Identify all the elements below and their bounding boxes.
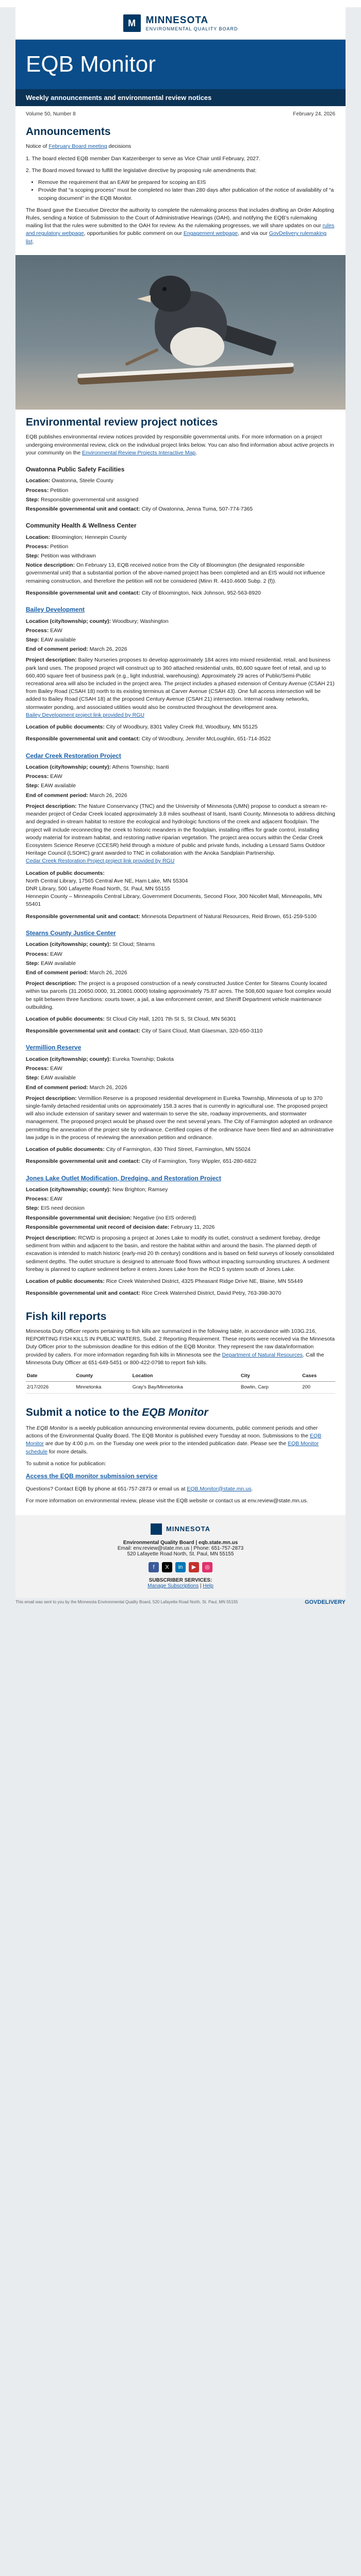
submit-p1: The EQB Monitor is a weekly publication announcing environmental review documents, public comment periods and other actions of the Environmental Quality Board. The EQB Monitor is published every Tuesday at noon. Submissions to the EQB Monitor are due by 4:00 p.m. on the Tuesday one week prior to the intended publication date. Please see the EQB Monitor schedule for more details. [26,1425,321,1455]
content: Announcements Notice of February Board meeting decisions 1. The board elected EQB member Dan Katzenberger to serve as Vice Chair until February, 2027. 2. The Board moved forward to fulfill the legislative directive by proposing rule amendments that: • Remove the requirement that an EAW be prepared for scoping an EIS • Provide that “a scoping process” must be completed no later than 280 days after publication of the notice of availability of “a scoping document” in the EQB Monitor. The Board gave the Executive Director the authority to complete the rulemaking process that includes drafting an Order Adopting Rules, sending a Notice of Submission to the Court of Administrative Hearings (OAH), and notifying the EQB’s rulemaking mailing list that the rules were submitted to the OAH for review. As the rulemaking progresses, we will share updates on our rules and regulatory webpage, opportunities for public comment on our Engagement webpage, and via our GovDelivery rulemaking list. Environmental review project notices EQB publishes environmental review notices provided by responsible governmental units. For more information on a project undergoing environmental review, click on the individual project links below. You can also find information about active projects in your community on the Environmental Review Projects Interactive Map. Owatonna Public Safety Facilities Location: Owatonna, Steele County Process: Petition Step: Responsible governmental unit assigned Responsible governmental unit and contact: City of Owatonna, Jenna Tuma, 507-774-7365 Community Health & Wellness Center Location: Bloomington; Hennepin County Process: Petition Step: Petition was withdrawn Notice description: On February 13, EQB received notice from the City of Bloomington (the designated responsible governmental unit) that a substantial portion of the above-named project has been completed and an EIS would not influence remaining construction, and therefore the petition will not be considered (Minn R. 4410.4600 Subp. 2 (f)). Responsible governmental unit and contact: City of Bloomington, Nick Johnson, 952-563-8920 Bailey Development Location (city/township; county): Woodbury; Washington Process: EAW Step: EAW available End of comment period: March 26, 2026 Project description: Bailey Nurseries proposes to develop approximately 184 acres into mixed residential, retail, and business park land uses. The proposed project will construct up to 360 attached residential units, 80,600 square feet of retail, and up to 660,400 square feet of business park (e.g., light industrial, warehousing). Approximately 29 acres of Public/Semi-Public recreational area will also be included in the project area. The project includes a phased extension of Century Avenue (CSAH 21) from Bailey Road (CSAH 18) north to its existing terminus at Carver Avenue (CSAH 43). One full access intersection will be added to Bailey Road (CSAH 18) at the proposed Century Avenue (CSAH 21) intersection. Internal roadway networks, stormwater ponding, and associated utilities would also be constructed throughout the development area. Bailey Development project link provided by RGU Location of public documents: City of Woodbury, 8301 Valley Creek Rd, Woodbury, MN 55125 Responsible governmental unit and contact: City of Woodbury, Jennifer McLoughlin, 651-714-3522 Cedar Creek Restoration Project Location (city/township; county): Athens Township; Isanti Process: EAW Step: EAW available End of comment period: March 26, 2026 Project description: The Nature Conservancy (TNC) and the University of Minnesota (UMN) propose to conduct a stream re-meander project of Cedar Creek located approximately 3.8 miles southeast of Isanti, Isanti County, Minnesota to address ditching and degraded in-stream habitat to restore the ecological and hydrologic functions of the creek and adjacent floodplain. The project will include reconnecting the creek to historic meanders in the floodplain, installing riffles for grade control, installing woody material for instream habitat, and restoring native riparian vegetation. The project area occurs within the Cedar Creek Ecosystem Science Reserve (CCESR) held through a mixture of public and private funds, including a Lessard Sams Outdoor Heritage Council (LSOHC) grant awarded to TNC in collaboration with the Anoka Sandplain Partnership. Cedar Creek Restoration Project project link provided by RGU Location of public documents: North Central Library, 17565 Central Ave NE, Ham Lake, MN 55304 DNR Library, 500 Lafayette Road North, St. Paul, MN 55155 Hennepin County – Minneapolis Central Library, Government Documents, Second Floor, 300 Nicollet Mall, Minneapolis, MN 55401 Responsible governmental unit and contact: Minnesota Department of Natural Resources, Reid Brown, 651-259-5100 Stearns County Justice Center Location (city/township; county): St Cloud; Stearns Process: EAW Step: EAW available End of comment period: March 26, 2026 Project description: The project is a proposed construction of a newly constructed Justice Center for Stearns County located within tax parcels (31.20650.0000, 31.20801.0000) totaling approximately 75.87 acres. The 508,600 square foot complex would be split between three functions: courts tower, a jail, a law enforcement center, and Sheriff Department vehicle maintenance outbuilding. Location of public documents: St Cloud City Hall, 1201 7th St S, St Cloud, MN 56301 Responsible governmental unit and contact: City of Saint Cloud, Matt Glaesman, 320-650-3110 Vermillion Reserve Location (city/township; county): Eureka Township; Dakota Process: EAW Step: EAW available End of comment period: March 26, 2026 Project description: Vermillion Reserve is a proposed residential development in Eureka Township, Minnesota of up to 370 single-family detached residential units on approximately 158.3 acres that is currently in agricultural use. The proposed project will also include extension of sanitary sewer and watermain to serve the site, roadway improvements, and stormwater management. The proposed project would be phased over the next several years. The City of Farmington adopted an ordinance permitting the annexation of the project site by ordinance. Certified copies of the ordinance have been filed and an administrative law judge is in the process of reviewing the annexation petition and ordinance. Location of public documents: City of Farmington, 430 Third Street, Farmington, MN 55024 Responsible governmental unit and contact: City of Farmington, Tony Wippler, 651-280-6822 Jones Lake Outlet Modification, Dredging, and Restoration Project Location (city/township; county): New Brighton; Ramsey Process: EAW Step: EIS need decision Responsible governmental unit decision: Negative (no EIS ordered) Responsible governmental unit record of decision date: February 11, 2026 Project description: RCWD is proposing a project at Jones Lake to modify its outlet, construct a sediment forebay, dredge sediment from within and adjacent to the basin, and restore the habitat within and around the basin. The planned depth of excavation is intended to match historic (early-mid 20 th century) conditions and is based on field surveys of loosely consolidated sediment depths. The outlet structure is designed to attenuate flood flows without impacting surrounding structures. A sediment forebay is planned to capture sediment before it enters Jones Lake from the RCD 5 system south of Jones Lake. Location of public documents: Rice Creek Watershed District, 4325 Pheasant Ridge Drive NE, Blaine, MN 55449 Responsible governmental unit and contact: Rice Creek Watershed District, David Petry, 763-398-3070 Fish kill reports Minnesota Duty Officer reports pertaining to fish kills are summarized in the following table, in accordance with 103G.216, REPORTING FISH KILLS IN PUBLIC WATERS, Subd. 2 Reporting Requirement. These reports were received via the Minnesota Duty Officer prior to the submission deadline for this edition of the EQB Monitor. They represent the raw data/information provided by callers. For more information regarding fish kills in Minnesota see the Department of Natural Resources. Call the Minnesota Duty Officer at 651-649-5451 or 800-422-0798 to report fish kills. Date County Location City Cases 2/17/2026 Minnetonka Gray's Bay/Minnetonka Bowlin, Carp 200 Submit a notice to the EQB Monitor The EQB Monitor is a weekly publication announcing environmental review documents, public comment periods and other actions of the Environmental Quality Board. The EQB Monitor is published every Tuesday at noon. Submissions to the EQB Monitor are due by 4:00 p.m. on the Tuesday one week prior to the intended publication date. Please see the EQB Monitor schedule for more details. To submit a notice for publication: Access the EQB monitor submission service Questions? Contact EQB by phone at 651-757-2873 or email us at EQB.Monitor@state.mn.us. For more information on environmental review, please visit the EQB website or contact us at env.review@state.mn.us. [15,124,346,1505]
table-row: 2/17/2026 Minnetonka Gray's Bay/Minnetonka Bowlin, Carp 200 [26,1381,335,1393]
col-header: Location [132,1371,240,1381]
list-item: • Provide that “a scoping process” must be completed no later than 280 days after publication of the notice of availability of “a scoping document” in the EQB Monitor. [38,187,335,202]
instagram-icon[interactable]: ◎ [202,1562,212,1572]
announcements-title: Announcements [26,126,111,138]
monitor-email-link[interactable]: EQB.Monitor@state.mn.us [187,1485,252,1492]
mn-state-icon: M [123,14,141,32]
facebook-icon[interactable]: f [149,1562,159,1572]
env-review-title: Environmental review project notices [26,416,218,428]
govdelivery-logo[interactable]: GOVDELIVERY [304,1599,346,1605]
banner [15,40,346,89]
project-link[interactable]: Stearns County Justice Center [26,929,116,937]
social-links [26,1562,335,1572]
mn-state-icon [151,1523,162,1535]
env-review-intro: EQB publishes environmental review notices provided by responsible governmental units. For more information on a project undergoing environmental review, click on the individual project links below. You can also find information about active projects in your community on the Environmental Review Projects Interactive Map. [26,434,334,456]
x-icon[interactable]: X [162,1562,172,1572]
logo-agency: ENVIRONMENTAL QUALITY BOARD [145,26,238,31]
volume: Volume 50, Number 8 [26,111,76,117]
project-link[interactable]: Jones Lake Outlet Modification, Dredging, and Restoration Project [26,1174,221,1182]
project-link[interactable]: Cedar Creek Restoration Project [26,752,121,759]
announcement-p3: The Board gave the Executive Director the authority to complete the rulemaking process that includes drafting an Order Adopting Rules, sending a Notice of Submission to the Court of Administrative Hearings (OAH), and notifying the EQB’s rulemaking mailing list that the rules were submitted to the OAH for review. As the rulemaking progresses, we will share updates on our rules and regulatory webpage, opportunities for public comment on our Engagement webpage, and via our GovDelivery rulemaking list. [26,207,335,245]
subscriber-services: SUBSCRIBER SERVICES: [149,1577,212,1583]
monitor-schedule-link[interactable]: EQB Monitor schedule [26,1440,319,1455]
mn-logo[interactable] [123,14,238,32]
engagement-link[interactable]: Engagement webpage [183,230,238,237]
issue-date: February 24, 2026 [293,111,335,117]
rules-link[interactable]: rules and regulatory webpage [26,223,335,237]
eqb-monitor-link[interactable]: EQB Monitor [26,1433,321,1447]
help-link[interactable]: Help [203,1583,214,1589]
project-doc-link[interactable]: Cedar Creek Restoration Project project link provided by RGU [26,858,175,865]
govdelivery-note: This email was sent to you by the Minnesota Environmental Quality Board, 520 Lafayette Road North, St. Paul, MN 55155 [15,1599,238,1604]
submit-title: Submit a notice to the EQB Monitor [26,1406,208,1418]
announcement-bullets [38,179,335,202]
linkedin-icon[interactable]: in [175,1562,186,1572]
footer-agency: Environmental Quality Board | eqb.state.mn.us [123,1539,238,1546]
govdelivery-strip [0,1598,361,1613]
project-link[interactable]: Bailey Development [26,606,85,614]
project-title: Community Health & Wellness Center [26,522,137,530]
submission-service-link[interactable]: Access the EQB monitor submission service [26,1472,158,1480]
col-header: Cases [301,1371,335,1381]
fish-kill-title: Fish kill reports [26,1310,107,1323]
project-doc-link[interactable]: Bailey Development project link provided by RGU [26,711,144,718]
col-header: City [240,1371,301,1381]
board-meeting-link[interactable]: February Board meeting [48,143,107,150]
top-strip [0,0,361,7]
youtube-icon[interactable]: ▶ [189,1562,199,1572]
footer-logo: MINNESOTA [26,1523,335,1535]
interactive-map-link[interactable]: Environmental Review Projects Interactive Map [82,449,196,456]
junco-bird-photo [15,255,346,410]
notice-line: Notice of February Board meeting decisions [26,143,132,150]
col-header: Date [26,1371,75,1381]
logo-bar [15,7,346,40]
footer-address: 520 Lafayette Road North, St. Paul, MN 55155 [127,1551,234,1557]
list-item: • Remove the requirement that an EAW be prepared for scoping an EIS [38,179,335,187]
subtitle-bar: Weekly announcements and environmental review notices [15,89,346,106]
issue-meta [15,106,346,119]
project-title: Owatonna Public Safety Facilities [26,465,125,473]
fish-kill-table [26,1371,335,1394]
govdelivery-rulemaking-link[interactable]: GovDelivery rulemaking list [26,230,327,245]
footer: MINNESOTA Environmental Quality Board | eqb.state.mn.us Email: env.review@state.mn.us | Phone: 651-757-2873 520 Lafayette Road North, St. Paul, MN 55155 f X in ▶ ◎ SUBSCRIBER SERVICES: Manage Subscriptions | Help [15,1515,346,1598]
submit-p3: Questions? Contact EQB by phone at 651-757-2873 or email us at EQB.Monitor@state.mn.us. [26,1485,253,1492]
footer-email: Email: env.review@state.mn.us | Phone: 651-757-2873 [117,1545,244,1551]
logo-state: MINNESOTA [145,15,209,26]
submit-p4: For more information on environmental review, please visit the EQB website or contact us at env.review@state.mn.us. [26,1497,308,1504]
manage-subscriptions-link[interactable]: Manage Subscriptions [147,1583,199,1589]
project-link[interactable]: Vermillion Reserve [26,1044,81,1052]
fish-kill-intro: Minnesota Duty Officer reports pertaining to fish kills are summarized in the following table, in accordance with 103G.216, REPORTING FISH KILLS IN PUBLIC WATERS, Subd. 2 Reporting Requirement. These reports were received via the Minnesota Duty Officer prior to the submission deadline for this edition of the EQB Monitor. They represent the raw data/information provided by callers. For more information regarding fish kills in Minnesota see the Department of Natural Resources. Call the Minnesota Duty Officer at 651-649-5451 or 800-422-0798 to report fish kills. [26,1328,335,1366]
submit-p2: To submit a notice for publication: [26,1460,106,1467]
announcement-p1: 1. The board elected EQB member Dan Katzenberger to serve as Vice Chair until February, 2027. [26,155,260,162]
announcement-p2: 2. The Board moved forward to fulfill the legislative directive by proposing rule amendments that: [26,167,257,174]
banner-title: EQB Monitor [26,52,156,77]
col-header: County [75,1371,131,1381]
dnr-link[interactable]: Department of Natural Resources [222,1351,303,1358]
newsletter [15,7,346,1598]
